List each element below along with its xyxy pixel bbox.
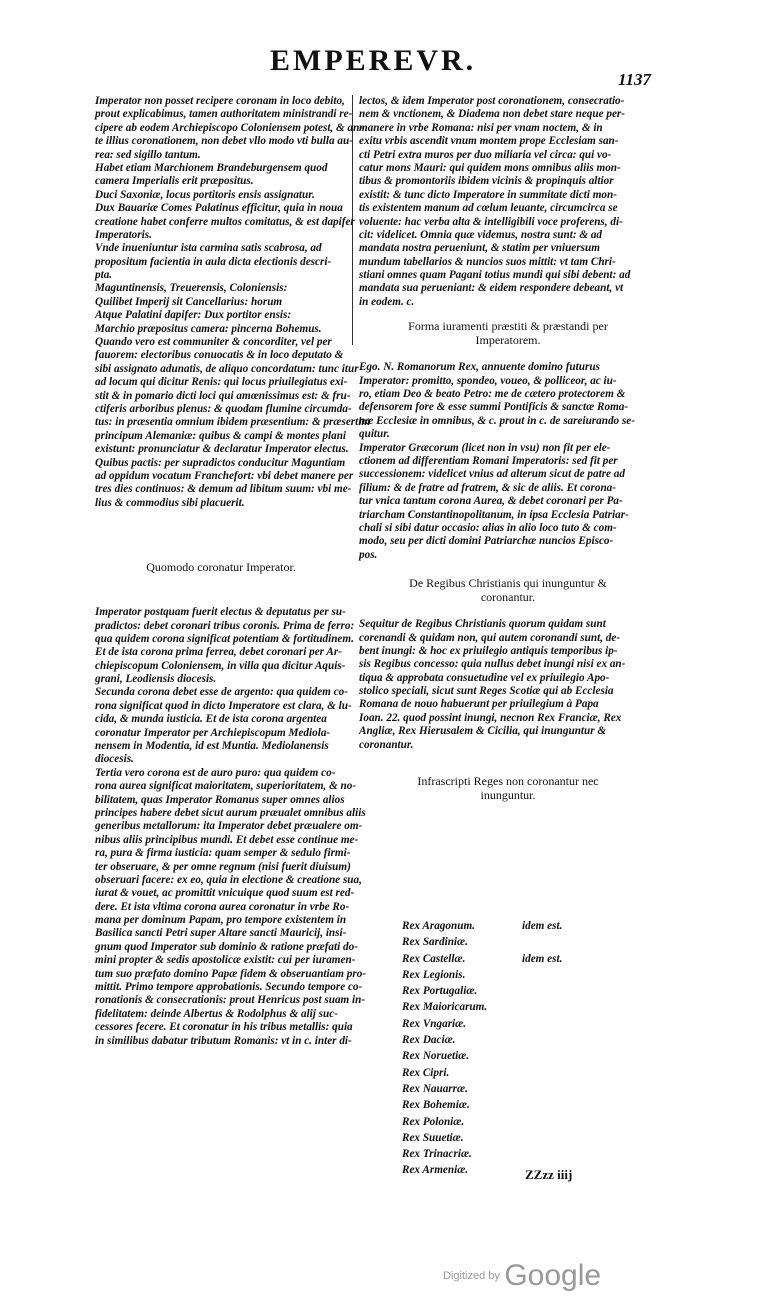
text-line: principum Alemaniæ: quibus & campi & montes plani xyxy=(95,429,347,442)
running-head-title: EMPEREVR. xyxy=(270,44,477,77)
text-line: sis Regibus concesso: quia nullus debet inungi nisi ex an- xyxy=(359,658,626,671)
king-name: Rex Aragonum. xyxy=(402,920,475,932)
text-line: dere. Et ista vltima corona aurea coronatur in vrbe Ro- xyxy=(95,900,350,913)
text-line: cessores fecere. Et coronatur in his tribus metallis: quia xyxy=(95,1021,353,1034)
text-line: pta. xyxy=(95,269,113,282)
text-line: camera Imperialis erit præpositus. xyxy=(95,175,254,188)
text-line: principes habere debet sicut aurum præualet omnibus aliis xyxy=(95,806,366,819)
text-line: cipere ab eodem Archiepiscopo Coloniensem potest, & an- xyxy=(95,121,364,134)
text-line: Basilica sancti Petri super Altare sancti Mauricij, insi- xyxy=(95,927,347,940)
section-heading-coronation: Quomodo coronatur Imperator. xyxy=(146,560,296,575)
text-line: Imperatoris. xyxy=(95,228,152,241)
text-line: lius & commodius sibi placuerit. xyxy=(95,496,245,509)
text-line: rona aurea significat maioritatem, superioritatem, & no- xyxy=(95,780,357,793)
king-name: Rex Sardiniæ. xyxy=(402,936,468,949)
text-line: stiani omnes quam Pagani totius mundi qui sibi debent: ad xyxy=(359,269,631,282)
king-list-item xyxy=(402,1050,562,1066)
text-line: Quilibet Imperij sit Cancellarius: horum xyxy=(95,295,283,308)
text-line: Imperator Græcorum (licet non in vsu) non fit per ele- xyxy=(359,441,611,454)
text-line: tum suo præfato domino Papæ fidem & obseruantiam pro- xyxy=(95,967,367,980)
section-heading-uncrowned xyxy=(359,774,657,802)
king-list-item xyxy=(402,953,562,969)
heading-line: De Regibus Christianis qui inunguntur & xyxy=(409,576,607,591)
text-line: Quibus pactis: per supradictos conducitur Maguntiam xyxy=(95,456,346,469)
text-line: Habet etiam Marchionem Brandeburgensem quod xyxy=(95,161,328,174)
text-line: exitu vrbis ascendit vnum montem prope Ecclesiam san- xyxy=(359,135,619,148)
text-line: filium: & de fratre ad fratrem, & sic de aliis. Et corona- xyxy=(359,481,616,494)
page-number: 1137 xyxy=(618,70,652,89)
text-line: chiepiscopum Coloniensem, in villa qua dicitur Aquis- xyxy=(95,659,346,672)
text-line: Imperator non posset recipere coronam in loco debito, xyxy=(95,95,345,107)
king-note: idem est. xyxy=(522,952,563,965)
text-line: in similibus dabatur tributum Romanis: vt in c. inter di- xyxy=(95,1034,352,1047)
text-line: Imperator: promitto, spondeo, voueo, & polliceor, ac iu- xyxy=(359,374,617,387)
left-text-block-1 xyxy=(95,95,371,510)
king-list-item xyxy=(402,1132,562,1148)
king-list-item xyxy=(402,1034,562,1050)
text-line: stolico speciali, sicut sunt Reges Scotiæ qui ab Ecclesia xyxy=(359,685,614,698)
text-line: prout explicabimus, tamen authoritatem ministrandi re- xyxy=(95,108,353,121)
text-line: tis existentem manum ad cœlum leuante, circumcirca se xyxy=(359,202,618,215)
text-line: ter obseruare, & per omne regnum (nisi fuerit diuisum) xyxy=(95,860,351,873)
text-line: Et de ista corona prima ferrea, debet coronari per Ar- xyxy=(95,646,342,659)
text-line: diocesis. xyxy=(95,753,134,766)
text-line: fidelitatem: deinde Albertus & Rodolphus & alij suc- xyxy=(95,1007,338,1020)
text-line: Sequitur de Regibus Christianis quorum quidam sunt xyxy=(359,618,606,631)
king-list-item xyxy=(402,1018,562,1034)
heading-line: inunguntur. xyxy=(480,788,536,803)
text-line: tiqua & approbata consuetudine vel ex priuilegio Apo- xyxy=(359,671,610,684)
right-text-block-2 xyxy=(359,361,657,562)
text-line: quitur. xyxy=(359,428,390,441)
king-name: Rex Legionis. xyxy=(402,968,466,981)
king-name: Rex Armeniæ. xyxy=(402,1164,469,1177)
text-line: Ego. N. Romanorum Rex, annuente domino futurus xyxy=(359,361,600,374)
king-name: Rex Cipri. xyxy=(402,1066,450,1079)
king-name: Rex Portugaliæ. xyxy=(402,985,478,998)
digitized-watermark xyxy=(443,1259,601,1293)
text-line: næ Ecclesiæ in omnibus, & c. prout in c. de sareiurando se- xyxy=(359,414,635,427)
text-line: ad oppidum vocatum Franchefort: vbi debet manere per xyxy=(95,469,354,482)
text-line: defensorem fore & esse summi Pontificis & sanctæ Roma- xyxy=(359,401,629,414)
section-heading-oath xyxy=(359,319,657,347)
king-list-item xyxy=(402,1001,562,1017)
text-line: Ioan. 22. quod possint inungi, necnon Rex Franciæ, Rex xyxy=(359,711,622,724)
text-line: creatione habet conferre multos comitatus, & est dapifer xyxy=(95,215,355,228)
text-line: ctiferis arboribus plenus: & quodam flumine circumda- xyxy=(95,402,352,415)
king-list-item xyxy=(402,1083,562,1099)
text-line: Atque Palatini dapifer: Dux portitor ensis: xyxy=(95,309,292,322)
text-line: voluente: hac verba alta & intelligibili voce proferens, di- xyxy=(359,215,623,228)
text-line: tres dies continuos: & demum ad libitum suum: vbi me- xyxy=(95,483,352,496)
king-name: Rex Vngariæ. xyxy=(402,1017,467,1030)
text-line: Dux Bauariæ Comes Palatinus efficitur, quia in noua xyxy=(95,202,343,215)
text-line: modo, seu per dicti domini Patriarchæ nuncios Episco- xyxy=(359,535,614,548)
text-line: lectos, & idem Imperator post coronationem, consecratio- xyxy=(359,95,625,107)
text-line: Vnde inueniuntur ista carmina satis scabrosa, ad xyxy=(95,242,322,255)
text-line: grani, Leodiensis diocesis. xyxy=(95,673,217,686)
king-name: Rex Trinacriæ. xyxy=(402,1148,472,1161)
right-text-block-1 xyxy=(359,95,657,309)
text-line: tur vnica tantum corona Aurea, & debet coronari per Pa- xyxy=(359,495,623,508)
text-line: existit: & tunc dicto Imperatore in summitate dicti mon- xyxy=(359,188,617,201)
text-line: successionem: videlicet vnius ad alterum sicut de patre ad xyxy=(359,468,625,481)
text-line: existunt: pronunciatur & declaratur Imperator electus. xyxy=(95,443,349,456)
text-line: tibus & promontoriis ibidem vicinis & propinquis altior xyxy=(359,175,614,188)
text-line: Maguntinensis, Treuerensis, Coloniensis: xyxy=(95,282,288,295)
text-line: chali si sibi datur occasio: alias in alio loco tuto & com- xyxy=(359,521,617,534)
signature-mark: ZZzz iiij xyxy=(525,1167,573,1182)
text-line: ad locum qui dicitur Renis: qui locus priuilegiatus exi- xyxy=(95,376,348,389)
section-heading-kings xyxy=(359,576,657,604)
text-line: tus: in præsentia omnium ibidem præsentium: & præsertim xyxy=(95,416,371,429)
king-list-item xyxy=(402,985,562,1001)
text-line: cti Petri extra muros per duo miliaria vel circa: qui vo- xyxy=(359,148,612,161)
text-line: coronatur Imperator per Archiepiscopum Mediola- xyxy=(95,726,331,739)
text-line: manere in vrbe Romana: nisi per vnam noctem, & in xyxy=(359,121,603,134)
text-line: ra, pura & firma iusticia: quam semper & sedulo firmi- xyxy=(95,847,351,860)
text-line: nensem in Modentia, id est Muntia. Mediolanensis xyxy=(95,740,329,753)
kings-list xyxy=(402,920,562,1181)
king-list-item xyxy=(402,936,562,952)
king-name: Rex Noruetiæ. xyxy=(402,1050,470,1063)
left-text-block-2 xyxy=(95,606,367,1048)
text-line: pradictos: debet coronari tribus coronis. Prima de ferro: xyxy=(95,619,355,632)
king-name: Rex Suuetiæ. xyxy=(402,1131,464,1144)
text-line: ro, etiam Deo & beato Petro: me de cætero protectorem & xyxy=(359,388,626,401)
text-line: bilitatem, quas Imperator Romanus super omnes alios xyxy=(95,793,345,806)
king-name: Rex Daciæ. xyxy=(402,1034,456,1047)
text-line: Angliæ, Rex Hierusalem & Cicilia, qui inunguntur & xyxy=(359,725,607,738)
text-line: mana per dominum Papam, pro tempore existentem in xyxy=(95,914,347,927)
king-name: Rex Maioricarum. xyxy=(402,1001,488,1014)
king-name: Rex Bohemiæ. xyxy=(402,1099,470,1112)
text-line: gnum quod Imperator sub dominio & ratione præfati do- xyxy=(95,940,358,953)
text-line: mittit. Primo tempore approbationis. Secundo tempore co- xyxy=(95,981,363,994)
text-line: Secunda corona debet esse de argento: qua quidem co- xyxy=(95,686,348,699)
google-logo: Google xyxy=(504,1259,602,1292)
text-line: in eodem. c. xyxy=(359,295,415,308)
text-line: rea: sed sigillo tantum. xyxy=(95,148,201,161)
right-text-block-3 xyxy=(359,618,657,752)
king-list-item xyxy=(402,1116,562,1132)
text-line: qua quidem corona significat potentiam & fortitudinem. xyxy=(95,632,354,645)
text-line: Romana de nouo habuerunt per priuilegium à Papa xyxy=(359,698,599,711)
text-line: nibus aliis principibus mundi. Et debet esse continue me- xyxy=(95,833,359,846)
text-line: mundum tabellarios & nuncios suos mittit: vt tam Chri- xyxy=(359,255,616,268)
heading-line: Imperatorem. xyxy=(475,333,541,348)
text-line: catur mons Mauri: qui quidem mons omnibus aliis mon- xyxy=(359,161,621,174)
watermark-prefix: Digitized by xyxy=(443,1270,500,1282)
king-list-item xyxy=(402,1099,562,1115)
king-name: Rex Nauarræ. xyxy=(402,1082,468,1095)
king-list-item xyxy=(402,1067,562,1083)
text-line: mandata sua perueniant: & eidem respondere debeant, vt xyxy=(359,282,624,295)
text-line: ctionem ad differentiam Romani Imperatoris: sed fit per xyxy=(359,454,618,467)
text-line: te illius coronationem, non debet vllo modo vti bulla au- xyxy=(95,135,353,148)
text-line: nem & vnctionem, & Diadema non debet stare neque per- xyxy=(359,108,625,121)
text-line: stit & in pomario dicti loci qui amœnissimus est: & fru- xyxy=(95,389,351,402)
king-list-item xyxy=(402,969,562,985)
king-name: Rex Castellæ. xyxy=(402,952,466,965)
text-line: pos. xyxy=(359,548,378,561)
text-line: coronantur. xyxy=(359,738,414,751)
text-line: Imperator postquam fuerit electus & deputatus per su- xyxy=(95,606,346,619)
text-line: cit: videlicet. Omnia quæ videmus, nostra sunt: & ad xyxy=(359,228,603,241)
text-line: Marchio præpositus camera: pincerna Bohemus. xyxy=(95,322,322,335)
text-line: mandata nostra perueniunt, & statim per vniuersum xyxy=(359,242,600,255)
king-list-item xyxy=(402,920,562,936)
text-line: triarcham Constantinopolitanum, in ipsa Ecclesia Patriar- xyxy=(359,508,629,521)
king-note: idem est. xyxy=(522,920,563,932)
king-name: Rex Poloniæ. xyxy=(402,1115,465,1128)
text-line: fauorem: electoribus conuocatis & in loco deputato & xyxy=(95,349,344,362)
right-column xyxy=(359,95,657,802)
text-line: Quando vero est communiter & concorditer, vel per xyxy=(95,336,332,349)
text-line: bent inungi: & hoc ex priuilegio antiquis temporibus ip- xyxy=(359,644,618,657)
text-line: propositum facientia in aula dicta electionis descri- xyxy=(95,255,332,268)
text-line: iurat & vouet, ac promittit vnicuique quod suum est red- xyxy=(95,887,355,900)
left-column xyxy=(95,95,371,1048)
text-line: mini propter & sedis apostolicæ existit: cui per iuramen- xyxy=(95,954,356,967)
text-line: Duci Saxoniæ, locus portitoris ensis assignatur. xyxy=(95,188,315,201)
text-line: sibi assignato adunatis, de aliquo concordatum: tunc itur xyxy=(95,362,359,375)
heading-line: coronantur. xyxy=(480,590,536,605)
text-line: generibus metallorum: ita Imperator debet præualere om- xyxy=(95,820,363,833)
text-line: Tertia vero corona est de auro puro: qua quidem co- xyxy=(95,766,336,779)
text-line: obseruari facere: ex eo, quia in electione & creatione sua, xyxy=(95,873,362,886)
text-line: corenandi & quidam non, qui autem coronandi sunt, de- xyxy=(359,631,621,644)
text-line: rona significat quod in dicto Imperatore est clara, & lu- xyxy=(95,699,352,712)
heading-line: Infrascripti Reges non coronantur nec xyxy=(417,774,599,789)
king-list-item xyxy=(402,1148,562,1164)
text-line: ronationis & consecrationis: prout Henricus post suam in- xyxy=(95,994,366,1007)
heading-line: Forma iuramenti præstiti & præstandi per xyxy=(408,319,608,334)
text-line: cida, & munda iusticia. Et de ista corona argentea xyxy=(95,713,327,726)
